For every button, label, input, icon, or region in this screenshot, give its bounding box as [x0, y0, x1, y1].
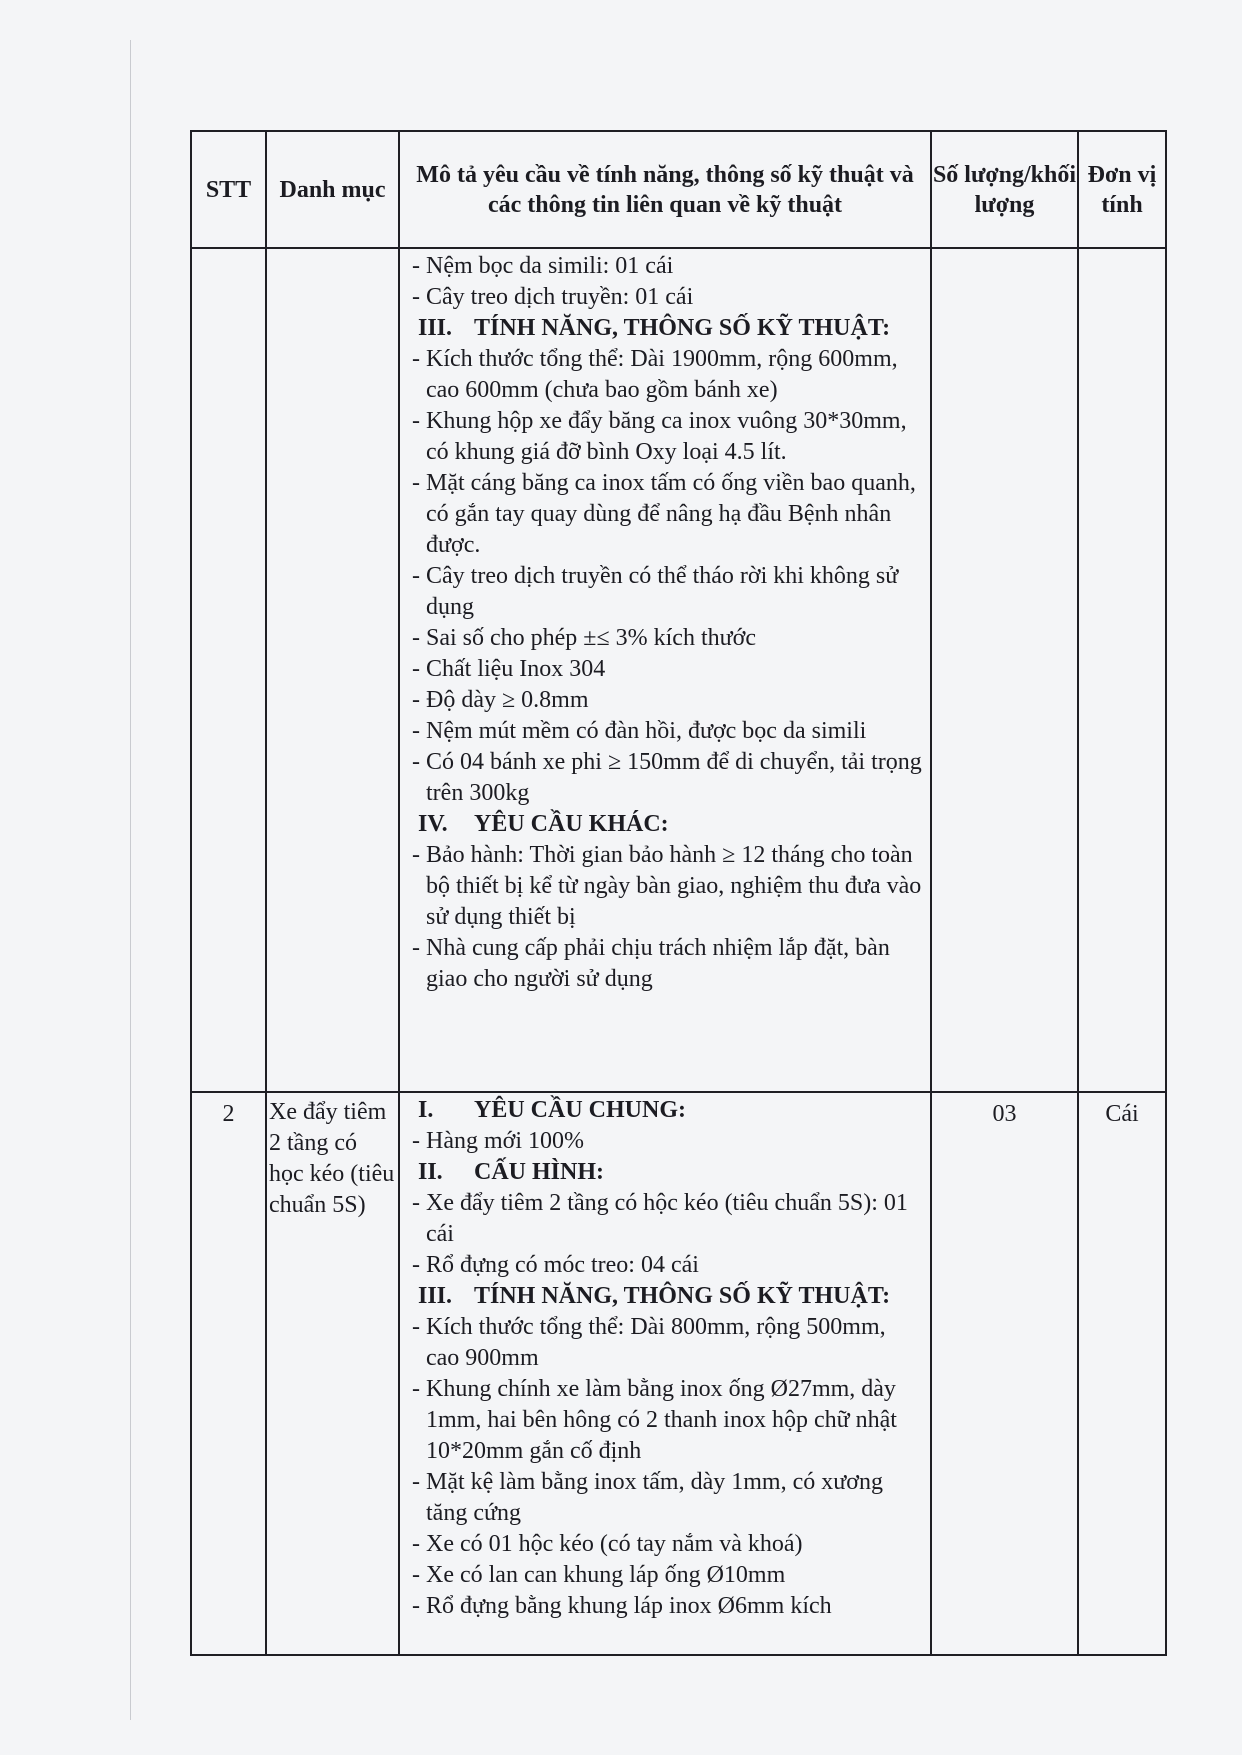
spec-line: - Bảo hành: Thời gian bảo hành ≥ 12 tháng cho toàn bộ thiết bị kể từ ngày bàn giao, nghiệm thu đưa vào sử dụng thiết bị — [412, 842, 922, 930]
table-row — [191, 248, 1166, 1092]
header-mo-ta: Mô tả yêu cầu về tính năng, thông số kỹ thuật và các thông tin liên quan về kỹ thuật — [399, 131, 931, 248]
header-danh-muc: Danh mục — [266, 131, 399, 248]
spec-line: - Xe có lan can khung láp ống Ø10mm — [412, 1562, 786, 1588]
header-don-vi: Đơn vị tính — [1078, 131, 1166, 248]
section-number: II. — [418, 1159, 443, 1185]
header-stt: STT — [191, 131, 266, 248]
header-so-luong: Số lượng/khối lượng — [931, 131, 1078, 248]
spec-line: - Mặt cáng băng ca inox tấm có ống viền bao quanh, có gắn tay quay dùng để nâng hạ đầu Bệnh nhân được. — [412, 470, 916, 558]
row-so-luong — [931, 248, 1078, 1092]
row-danh-muc: Xe đẩy tiêm 2 tầng có học kéo (tiêu chuẩn 5S) — [266, 1092, 399, 1655]
section-number: III. — [418, 315, 453, 341]
row-so-luong: 03 — [931, 1092, 1078, 1655]
spec-line: - Khung chính xe làm bằng inox ống Ø27mm, dày 1mm, hai bên hông có 2 thanh inox hộp chữ nhật 10*20mm gắn cố định — [412, 1376, 897, 1464]
spec-line: - Nệm mút mềm có đàn hồi, được bọc da simili — [412, 718, 867, 744]
spec-line: - Cây treo dịch truyền có thể tháo rời khi không sử dụng — [412, 563, 899, 620]
spec-line: - Nệm bọc da simili: 01 cái — [412, 253, 674, 279]
table-row — [191, 1092, 1166, 1655]
row-don-vi — [1078, 248, 1166, 1092]
row-danh-muc — [266, 248, 399, 1092]
spec-line: - Mặt kệ làm bằng inox tấm, dày 1mm, có xương tăng cứng — [412, 1469, 883, 1526]
section-heading — [412, 1095, 924, 1126]
row-stt — [191, 248, 266, 1092]
section-title: CẤU HÌNH: — [474, 1159, 604, 1185]
row-description — [399, 1092, 931, 1655]
section-title: TÍNH NĂNG, THÔNG SỐ KỸ THUẬT: — [474, 315, 891, 341]
section-title: TÍNH NĂNG, THÔNG SỐ KỸ THUẬT: — [474, 1283, 891, 1309]
section-heading — [412, 313, 924, 344]
spec-line: - Kích thước tổng thể: Dài 800mm, rộng 500mm, cao 900mm — [412, 1314, 886, 1371]
spec-line: - Nhà cung cấp phải chịu trách nhiệm lắp đặt, bàn giao cho người sử dụng — [412, 935, 890, 992]
spec-line: - Có 04 bánh xe phi ≥ 150mm để di chuyển, tải trọng trên 300kg — [412, 749, 922, 806]
header-row — [191, 131, 1166, 248]
section-number: I. — [418, 1097, 434, 1123]
spec-line: - Chất liệu Inox 304 — [412, 656, 606, 682]
section-number: IV. — [418, 811, 448, 837]
spec-line: - Kích thước tổng thể: Dài 1900mm, rộng 600mm, cao 600mm (chưa bao gồm bánh xe) — [412, 346, 898, 403]
spec-table — [190, 130, 1167, 1656]
section-title: YÊU CẦU CHUNG: — [474, 1097, 686, 1123]
section-number: III. — [418, 1283, 453, 1309]
spec-line: - Hàng mới 100% — [412, 1128, 584, 1154]
section-heading — [412, 1281, 924, 1312]
section-heading — [412, 809, 924, 840]
spec-line: - Khung hộp xe đẩy băng ca inox vuông 30*30mm, có khung giá đỡ bình Oxy loại 4.5 lít. — [412, 408, 907, 465]
row-stt: 2 — [191, 1092, 266, 1655]
spec-line: - Sai số cho phép ±≤ 3% kích thước — [412, 625, 756, 651]
spec-line: - Rổ đựng bằng khung láp inox Ø6mm kích — [412, 1593, 832, 1619]
page-margin-line — [130, 40, 131, 1720]
spec-line: - Xe có 01 hộc kéo (có tay nắm và khoá) — [412, 1531, 803, 1557]
row-description — [399, 248, 931, 1092]
section-title: YÊU CẦU KHÁC: — [474, 811, 669, 837]
section-heading — [412, 1157, 924, 1188]
spec-line: - Xe đẩy tiêm 2 tầng có hộc kéo (tiêu chuẩn 5S): 01 cái — [412, 1190, 908, 1247]
row-don-vi: Cái — [1078, 1092, 1166, 1655]
spec-line: - Rổ đựng có móc treo: 04 cái — [412, 1252, 699, 1278]
spec-line: - Độ dày ≥ 0.8mm — [412, 687, 589, 713]
spec-line: - Cây treo dịch truyền: 01 cái — [412, 284, 694, 310]
